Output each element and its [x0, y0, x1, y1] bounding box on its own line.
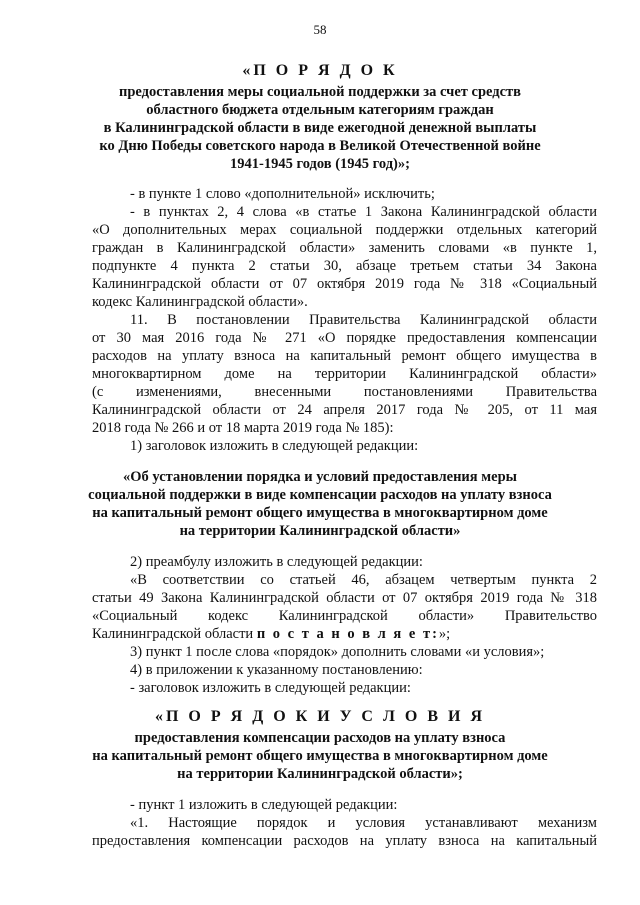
page-number: 58 [313, 22, 327, 37]
text-line: - в пунктах 2, 4 слова «в статье 1 Закона Калининградской области [130, 204, 597, 220]
text-line: «Социальный кодекс Калининградской области» Правительство [92, 608, 597, 624]
text-line: «1. Настоящие порядок и условия устанавливают механизм [130, 815, 597, 831]
text-line: кодекс Калининградской области». [92, 294, 308, 310]
text-line: Калининградской области от 07 октября 2019 года № 318 «Социальный [92, 276, 597, 292]
text-segment: Калининградской области [92, 626, 257, 642]
text-line: 2) преамбулу изложить в следующей редакции: [130, 554, 423, 570]
text-line [92, 625, 597, 643]
order-conditions-subtitle-line: предоставления компенсации расходов на уплату взноса [134, 730, 506, 746]
text-line: Калининградской области от 24 апреля 2017 года № 205, от 11 мая [92, 402, 597, 418]
text-line: подпункте 4 пункта 2 статьи 30, абзаце третьем статьи 34 Закона [92, 258, 597, 274]
order-conditions-subtitle-line: на территории Калининградской области»; [177, 766, 463, 782]
text-segment: »; [438, 626, 451, 642]
new-title-line: на капитальный ремонт общего имущества в многоквартирном доме [92, 505, 548, 521]
order-subtitle-line: в Калининградской области в виде ежегодной денежной выплаты [103, 120, 537, 136]
order-subtitle-line: ко Дню Победы советского народа в Великой Отечественной войне [99, 138, 541, 154]
text-line: 2018 года № 266 и от 18 марта 2019 года № 185): [92, 420, 394, 436]
text-line: статьи 49 Закона Калининградской области от 07 октября 2019 года № 318 [92, 590, 597, 606]
order-conditions-title: «П О Р Я Д О К И У С Л О В И Я [154, 708, 486, 725]
order-subtitle-line: 1941-1945 годов (1945 год)»; [230, 156, 410, 172]
text-line: 1) заголовок изложить в следующей редакции: [130, 438, 419, 454]
text-line: 3) пункт 1 после слова «порядок» дополнить словами «и условия»; [130, 644, 545, 660]
text-line: граждан в Калининградской области» заменить словами «в пункте 1, [92, 240, 597, 256]
order-conditions-subtitle-line: на капитальный ремонт общего имущества в многоквартирном доме [92, 748, 548, 764]
text-line: - пункт 1 изложить в следующей редакции: [130, 797, 398, 813]
order-subtitle-line: предоставления меры социальной поддержки за счет средств [119, 84, 521, 100]
text-line: - заголовок изложить в следующей редакции: [130, 680, 411, 696]
order-subtitle-line: областного бюджета отдельным категориям граждан [146, 102, 494, 118]
text-line: расходов на уплату взноса на капитальный ремонт общего имущества в [92, 348, 597, 364]
text-line: «О дополнительных мерах социальной поддержки отдельных категорий [92, 222, 597, 238]
order-title: «П О Р Я Д О К [242, 62, 398, 79]
postanovlyaet-text: п о с т а н о в л я е т: [256, 626, 439, 642]
text-line: «В соответствии со статьей 46, абзацем четвертым пункта 2 [130, 572, 597, 588]
new-title-line: на территории Калининградской области» [179, 523, 461, 539]
text-line: от 30 мая 2016 года № 271 «О порядке предоставления компенсации [92, 330, 597, 346]
new-title-line: социальной поддержки в виде компенсации расходов на уплату взноса [88, 487, 552, 503]
text-line: 4) в приложении к указанному постановлению: [130, 662, 423, 678]
text-line: предоставления компенсации расходов на уплату взноса на капитальный [92, 833, 597, 849]
text-line: (с изменениями, внесенными постановлениями Правительства [92, 384, 597, 400]
text-line: - в пункте 1 слово «дополнительной» исключить; [130, 186, 435, 202]
new-title-line: «Об установлении порядка и условий предоставления меры [123, 469, 517, 485]
text-line: 11. В постановлении Правительства Калининградской области [130, 312, 597, 328]
text-line: многоквартирном доме на территории Калининградской области» [92, 366, 597, 382]
